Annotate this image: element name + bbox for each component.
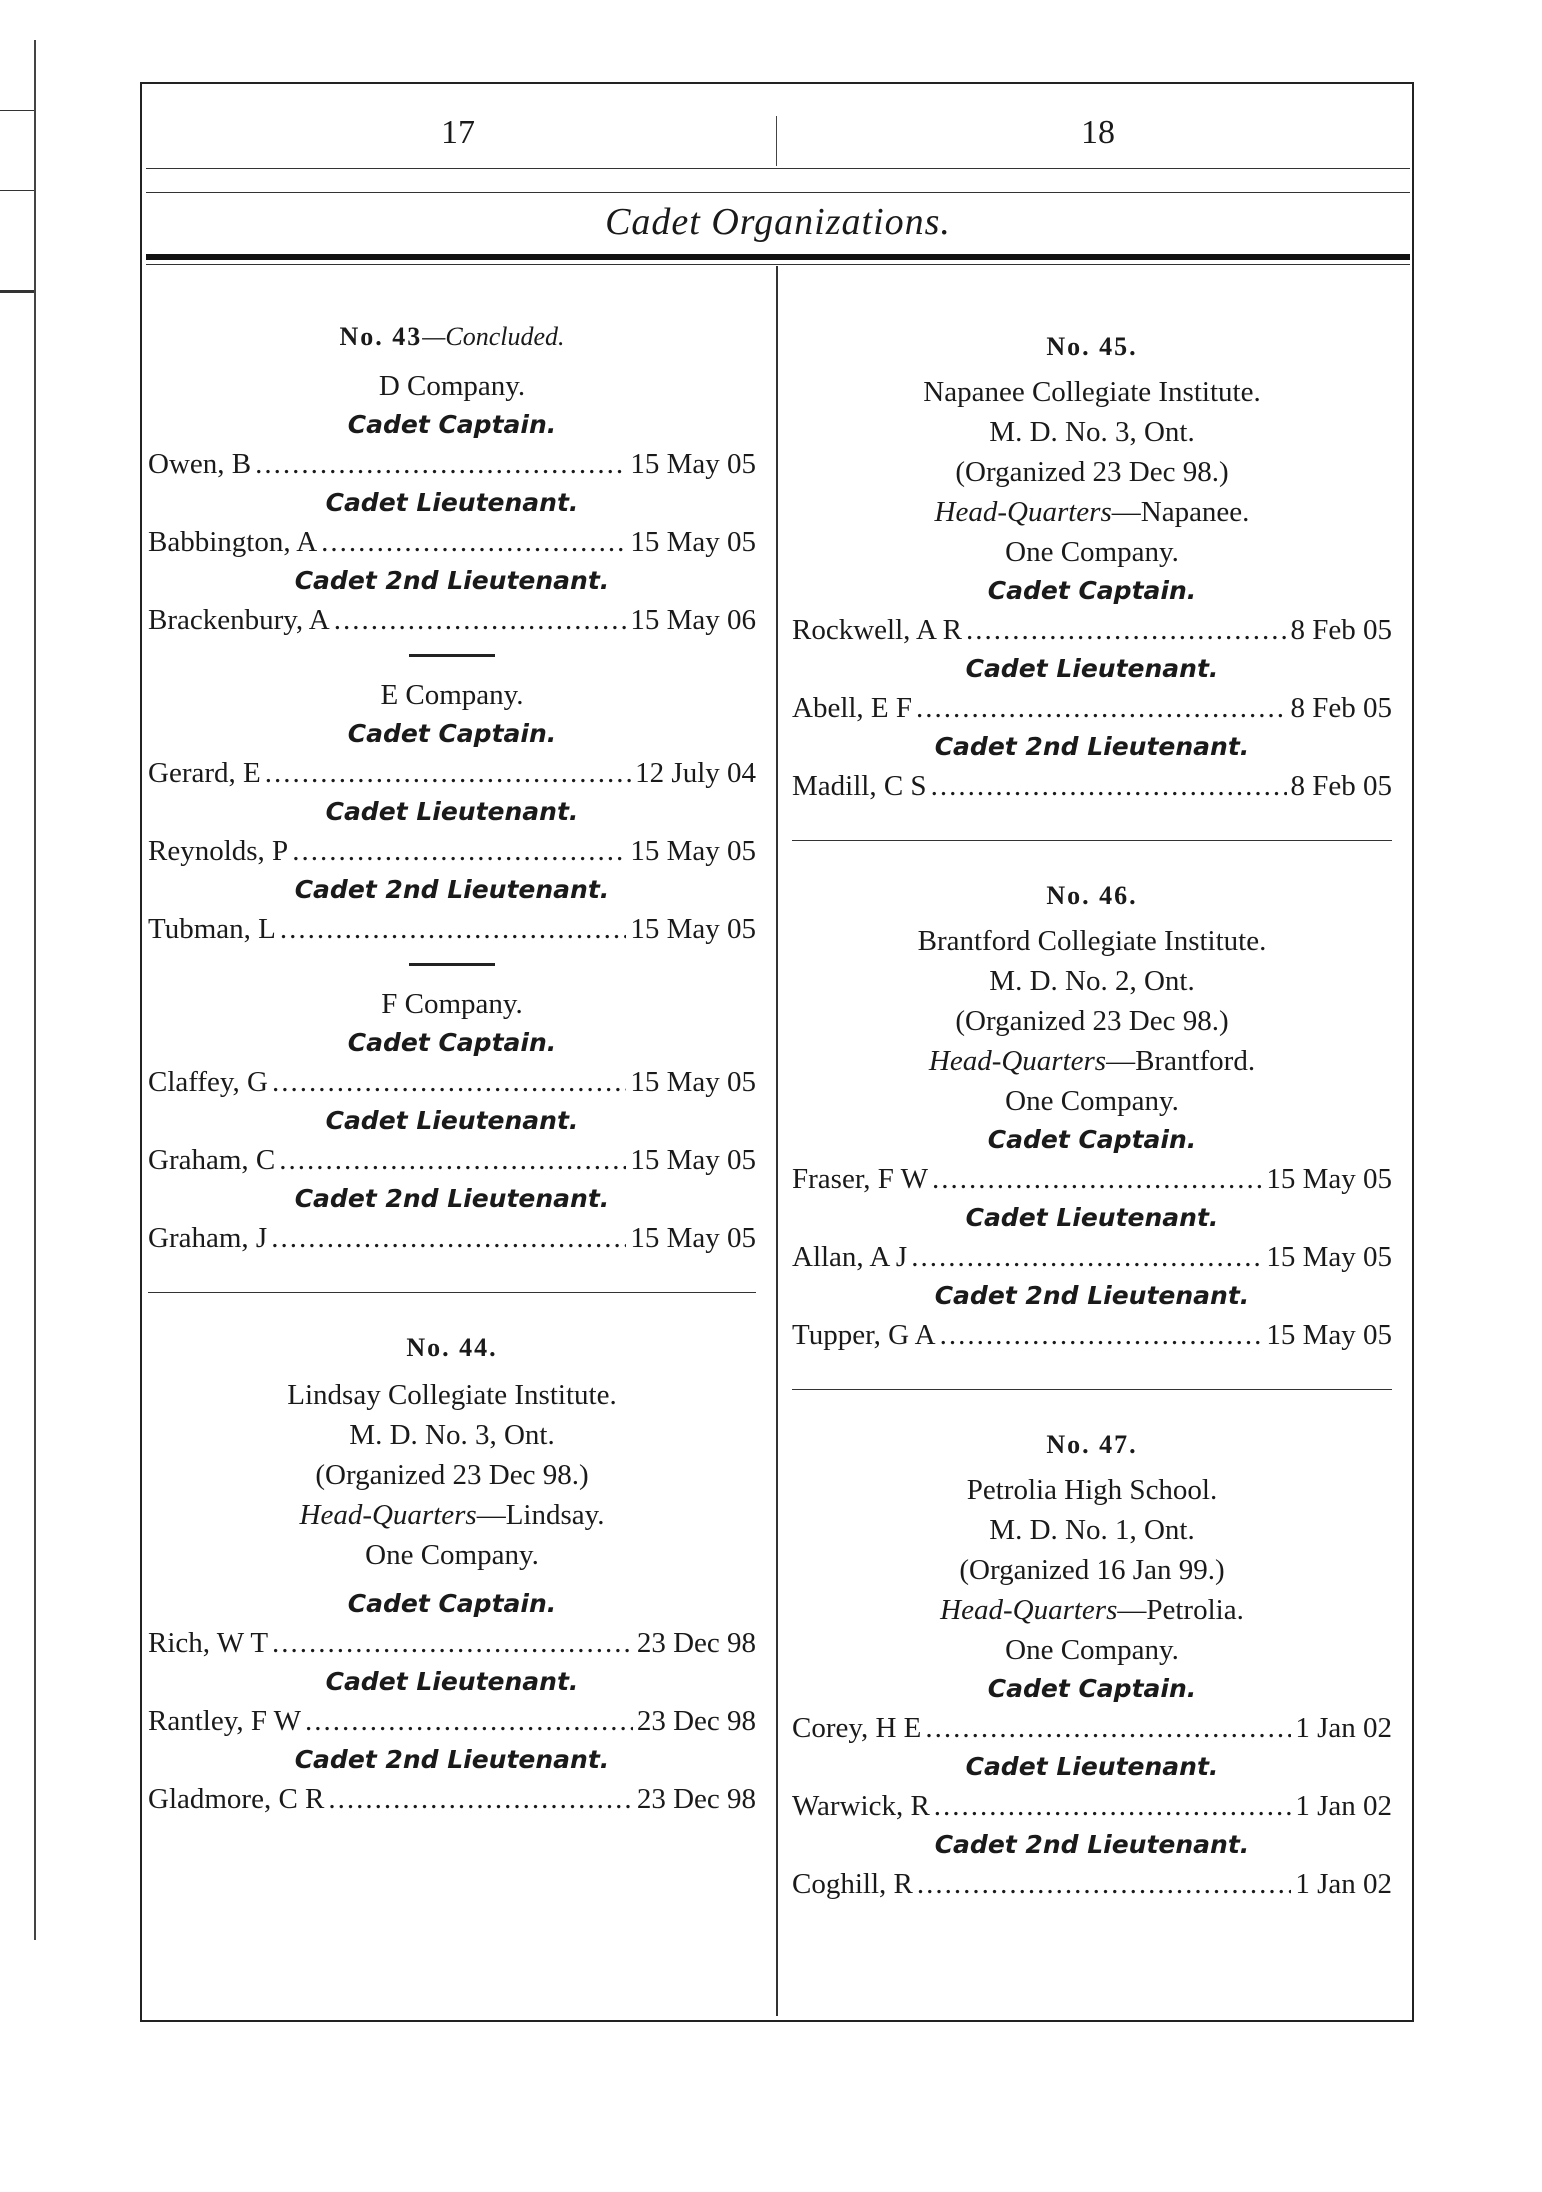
headquarters: Head-Quarters—Petrolia. — [940, 1594, 1244, 1626]
rank-heading: Cadet Lieutenant. — [965, 1752, 1219, 1781]
rank-heading: Cadet Captain. — [987, 1125, 1197, 1154]
company-count: One Company. — [1005, 1634, 1179, 1666]
rank-heading: Cadet Lieutenant. — [965, 654, 1219, 683]
company-separator — [409, 654, 495, 657]
organized-date: (Organized 16 Jan 99.) — [959, 1554, 1225, 1586]
rank-heading: Cadet Lieutenant. — [965, 1203, 1219, 1232]
rank-heading: Cadet Captain. — [987, 576, 1197, 605]
school-name: Napanee Collegiate Institute. — [923, 376, 1261, 408]
rank-heading: Cadet Lieutenant. — [325, 1106, 579, 1135]
officer-entry: Rantley, F W ..... 23 Dec 98 — [148, 1701, 756, 1741]
section-heading: No. 47. — [1046, 1430, 1138, 1459]
military-district: M. D. No. 2, Ont. — [989, 965, 1195, 997]
rank-heading: Cadet Lieutenant. — [325, 1667, 579, 1696]
rank-heading: Cadet 2nd Lieutenant. — [294, 1184, 610, 1213]
section-separator — [792, 840, 1392, 841]
header-divider — [776, 116, 777, 166]
officer-entry: Madill, C S ..... 8 Feb 05 — [792, 766, 1392, 806]
section-separator — [792, 1389, 1392, 1390]
company-name: F Company. — [381, 988, 523, 1020]
officer-entry: Coghill, R ..... 1 Jan 02 — [792, 1864, 1392, 1904]
officer-entry: Babbington, A ..... 15 May 05 — [148, 522, 756, 562]
rank-heading: Cadet Lieutenant. — [325, 797, 579, 826]
officer-entry: Tupper, G A ..... 15 May 05 — [792, 1315, 1392, 1355]
company-count: One Company. — [365, 1539, 539, 1571]
military-district: M. D. No. 1, Ont. — [989, 1514, 1195, 1546]
company-count: One Company. — [1005, 536, 1179, 568]
officer-entry: Gerard, E ..... 12 July 04 — [148, 753, 756, 793]
officer-entry: Gladmore, C R ..... 23 Dec 98 — [148, 1779, 756, 1819]
header-rule — [146, 192, 1410, 193]
officer-entry: Rockwell, A R ..... 8 Feb 05 — [792, 610, 1392, 650]
officer-entry: Graham, C ..... 15 May 05 — [148, 1140, 756, 1180]
rank-heading: Cadet 2nd Lieutenant. — [294, 1745, 610, 1774]
officer-entry: Claffey, G ..... 15 May 05 — [148, 1062, 756, 1102]
officer-entry: Corey, H E ..... 1 Jan 02 — [792, 1708, 1392, 1748]
officer-entry: Graham, J ..... 15 May 05 — [148, 1218, 756, 1258]
company-count: One Company. — [1005, 1085, 1179, 1117]
title-thin-rule — [146, 264, 1410, 265]
header-rule — [146, 168, 1410, 169]
officer-entry: Rich, W T ..... 23 Dec 98 — [148, 1623, 756, 1663]
officer-entry: Abell, E F ..... 8 Feb 05 — [792, 688, 1392, 728]
organized-date: (Organized 23 Dec 98.) — [955, 456, 1229, 488]
organized-date: (Organized 23 Dec 98.) — [955, 1005, 1229, 1037]
officer-entry: Allan, A J ..... 15 May 05 — [792, 1237, 1392, 1277]
officer-entry: Reynolds, P ..... 15 May 05 — [148, 831, 756, 871]
rank-heading: Cadet 2nd Lieutenant. — [294, 566, 610, 595]
rank-heading: Cadet Lieutenant. — [325, 488, 579, 517]
page-number-left: 17 — [441, 114, 475, 151]
title-thick-rule — [146, 254, 1410, 260]
rank-heading: Cadet Captain. — [347, 410, 557, 439]
officer-entry: Owen, B ..... 15 May 05 — [148, 444, 756, 484]
officer-entry: Tubman, L ..... 15 May 05 — [148, 909, 756, 949]
margin-rule — [0, 190, 34, 191]
rank-heading: Cadet 2nd Lieutenant. — [934, 1830, 1250, 1859]
school-name: Petrolia High School. — [966, 1474, 1218, 1506]
military-district: M. D. No. 3, Ont. — [349, 1419, 555, 1451]
left-column — [148, 266, 756, 1819]
section-heading: No. 44. — [406, 1333, 498, 1362]
company-name: E Company. — [380, 679, 524, 711]
headquarters: Head-Quarters—Brantford. — [928, 1045, 1256, 1077]
officer-entry: Warwick, R ..... 1 Jan 02 — [792, 1786, 1392, 1826]
headquarters: Head-Quarters—Napanee. — [934, 496, 1250, 528]
section-heading: No. 43—Concluded. — [339, 322, 565, 351]
section-heading: No. 46. — [1046, 881, 1138, 910]
company-name: D Company. — [378, 370, 526, 402]
rank-heading: Cadet 2nd Lieutenant. — [934, 1281, 1250, 1310]
margin-rule — [0, 110, 34, 111]
school-name: Lindsay Collegiate Institute. — [287, 1379, 617, 1411]
column-divider — [776, 266, 778, 2016]
rank-heading: Cadet Captain. — [347, 1589, 557, 1618]
organized-date: (Organized 23 Dec 98.) — [315, 1459, 589, 1491]
officer-entry: Fraser, F W ..... 15 May 05 — [792, 1159, 1392, 1199]
company-separator — [409, 963, 495, 966]
school-name: Brantford Collegiate Institute. — [917, 925, 1267, 957]
right-column — [792, 266, 1392, 1904]
rank-heading: Cadet Captain. — [347, 719, 557, 748]
rank-heading: Cadet Captain. — [347, 1028, 557, 1057]
margin-rule — [0, 290, 34, 293]
page-number-right: 18 — [1081, 114, 1115, 151]
previous-page-edge — [0, 0, 36, 2192]
headquarters: Head-Quarters—Lindsay. — [299, 1499, 605, 1531]
officer-entry: Brackenbury, A ..... 15 May 06 — [148, 600, 756, 640]
military-district: M. D. No. 3, Ont. — [989, 416, 1195, 448]
rank-heading: Cadet Captain. — [987, 1674, 1197, 1703]
margin-vertical-line — [34, 40, 36, 1940]
section-separator — [148, 1292, 756, 1293]
section-heading: No. 45. — [1046, 332, 1138, 361]
page-title: Cadet Organizations. — [605, 201, 951, 243]
rank-heading: Cadet 2nd Lieutenant. — [294, 875, 610, 904]
rank-heading: Cadet 2nd Lieutenant. — [934, 732, 1250, 761]
